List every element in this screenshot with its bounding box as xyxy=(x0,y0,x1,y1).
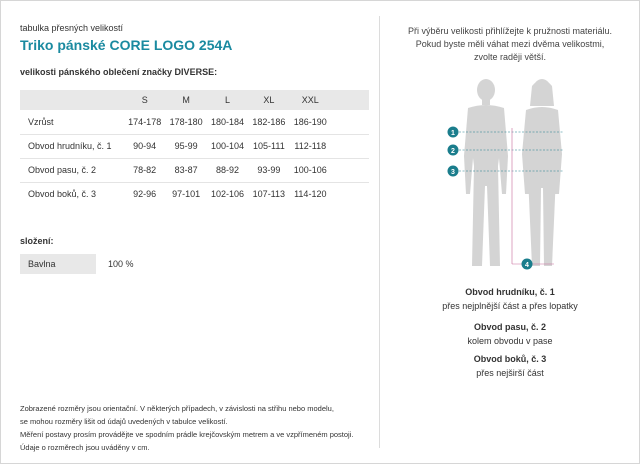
composition-row xyxy=(20,254,220,274)
table-cell: 83-87 xyxy=(165,158,206,182)
marker-4 xyxy=(522,259,533,270)
tip-line: Pokud byste měli váhat mezi dvěma velikostmi, xyxy=(415,39,605,49)
footer-note xyxy=(20,402,370,454)
marker-3-label: 3 xyxy=(451,169,455,176)
sizing-tip xyxy=(400,25,620,64)
measure-title: Obvod boků, č. 3 xyxy=(473,354,547,364)
measure-waist xyxy=(400,322,620,346)
marker-1 xyxy=(448,127,459,138)
female-silhouette xyxy=(522,79,562,266)
footer-line: Měření postavy prosím provádějte ve spodním prádle krejčovským metrem a ve vzpřímeném postoji. xyxy=(20,430,354,439)
table-cell: 93-99 xyxy=(248,158,289,182)
table-cell: 114-120 xyxy=(294,189,327,200)
table-cell: 100-104 xyxy=(207,134,248,158)
size-header-row xyxy=(20,90,369,110)
table-row xyxy=(20,134,369,158)
table-cell: 90-94 xyxy=(124,134,165,158)
footer-line: Údaje o rozměrech jsou uváděny v cm. xyxy=(20,443,150,452)
male-silhouette xyxy=(464,79,508,266)
header-spacer-cell xyxy=(331,90,369,110)
tip-line: zvolte raději větší. xyxy=(473,52,547,62)
table-cell: 78-82 xyxy=(124,158,165,182)
table-cell: 180-184 xyxy=(207,110,248,134)
footer-line: Zobrazené rozměry jsou orientační. V některých případech, v závislosti na střihu nebo modelu, xyxy=(20,404,334,413)
row-label: Vzrůst xyxy=(20,110,124,134)
table-cell: 186-190 xyxy=(290,110,331,134)
row-label: Obvod boků, č. 3 xyxy=(28,189,97,200)
composition-material: Bavlna xyxy=(20,254,96,274)
table-cell: 92-96 xyxy=(133,189,157,200)
measure-chest xyxy=(400,287,620,311)
measure-desc: kolem obvodu v pase xyxy=(467,336,553,346)
spacer-cell xyxy=(331,158,369,182)
table-cell: 174-178 xyxy=(124,110,165,134)
row-label: Obvod pasu, č. 2 xyxy=(20,158,124,182)
spacer-cell xyxy=(331,182,369,206)
marker-2 xyxy=(448,145,459,156)
table-row xyxy=(20,110,369,134)
marker-4-label: 4 xyxy=(525,262,529,269)
size-header-l: L xyxy=(207,90,248,110)
composition-heading: složení: xyxy=(20,236,54,246)
page-subtitle: tabulka přesných velikostí xyxy=(20,23,124,33)
size-header-m: M xyxy=(165,90,206,110)
tip-line: Při výběru velikosti přihlížejte k pružnosti materiálu. xyxy=(407,26,613,36)
product-title: Triko pánské CORE LOGO 254A xyxy=(20,37,233,53)
measure-title: Obvod hrudníku, č. 1 xyxy=(465,287,555,297)
row-label: Obvod hrudníku, č. 1 xyxy=(20,134,124,158)
table-row xyxy=(20,182,369,206)
table-cell: 102-106 xyxy=(210,189,244,200)
table-cell: 182-186 xyxy=(248,110,289,134)
table-row xyxy=(20,158,369,182)
marker-2-label: 2 xyxy=(451,148,455,155)
table-cell: 112-118 xyxy=(290,134,331,158)
footer-line: se mohou rozměry lišit od údajů uvedených v tabulce velikostí. xyxy=(20,417,228,426)
spacer-cell xyxy=(331,110,369,134)
header-empty-cell xyxy=(20,90,124,110)
brand-sizes-heading: velikosti pánského oblečení značky DIVERSE: xyxy=(20,67,218,77)
table-cell: 100-106 xyxy=(290,158,331,182)
column-divider xyxy=(379,16,380,448)
table-cell: 105-111 xyxy=(248,134,289,158)
measure-title: Obvod pasu, č. 2 xyxy=(473,322,547,332)
marker-1-label: 1 xyxy=(451,130,455,137)
table-cell: 88-92 xyxy=(207,158,248,182)
table-cell: 178-180 xyxy=(165,110,206,134)
table-cell: 95-99 xyxy=(165,134,206,158)
spacer-cell xyxy=(331,134,369,158)
table-cell: 97-101 xyxy=(172,189,201,200)
size-header-s: S xyxy=(124,90,165,110)
measure-desc: přes nejplnější část a přes lopatky xyxy=(442,301,578,311)
size-header-xxl: XXL xyxy=(290,90,331,110)
measure-desc: přes nejširší část xyxy=(476,368,544,378)
table-cell: 107-113 xyxy=(252,189,286,200)
composition-percent: 100 % xyxy=(108,259,134,269)
measure-hips xyxy=(400,354,620,378)
marker-3 xyxy=(448,166,459,177)
size-header-xl: XL xyxy=(248,90,289,110)
size-table xyxy=(20,90,369,206)
measurement-figure xyxy=(446,76,576,272)
